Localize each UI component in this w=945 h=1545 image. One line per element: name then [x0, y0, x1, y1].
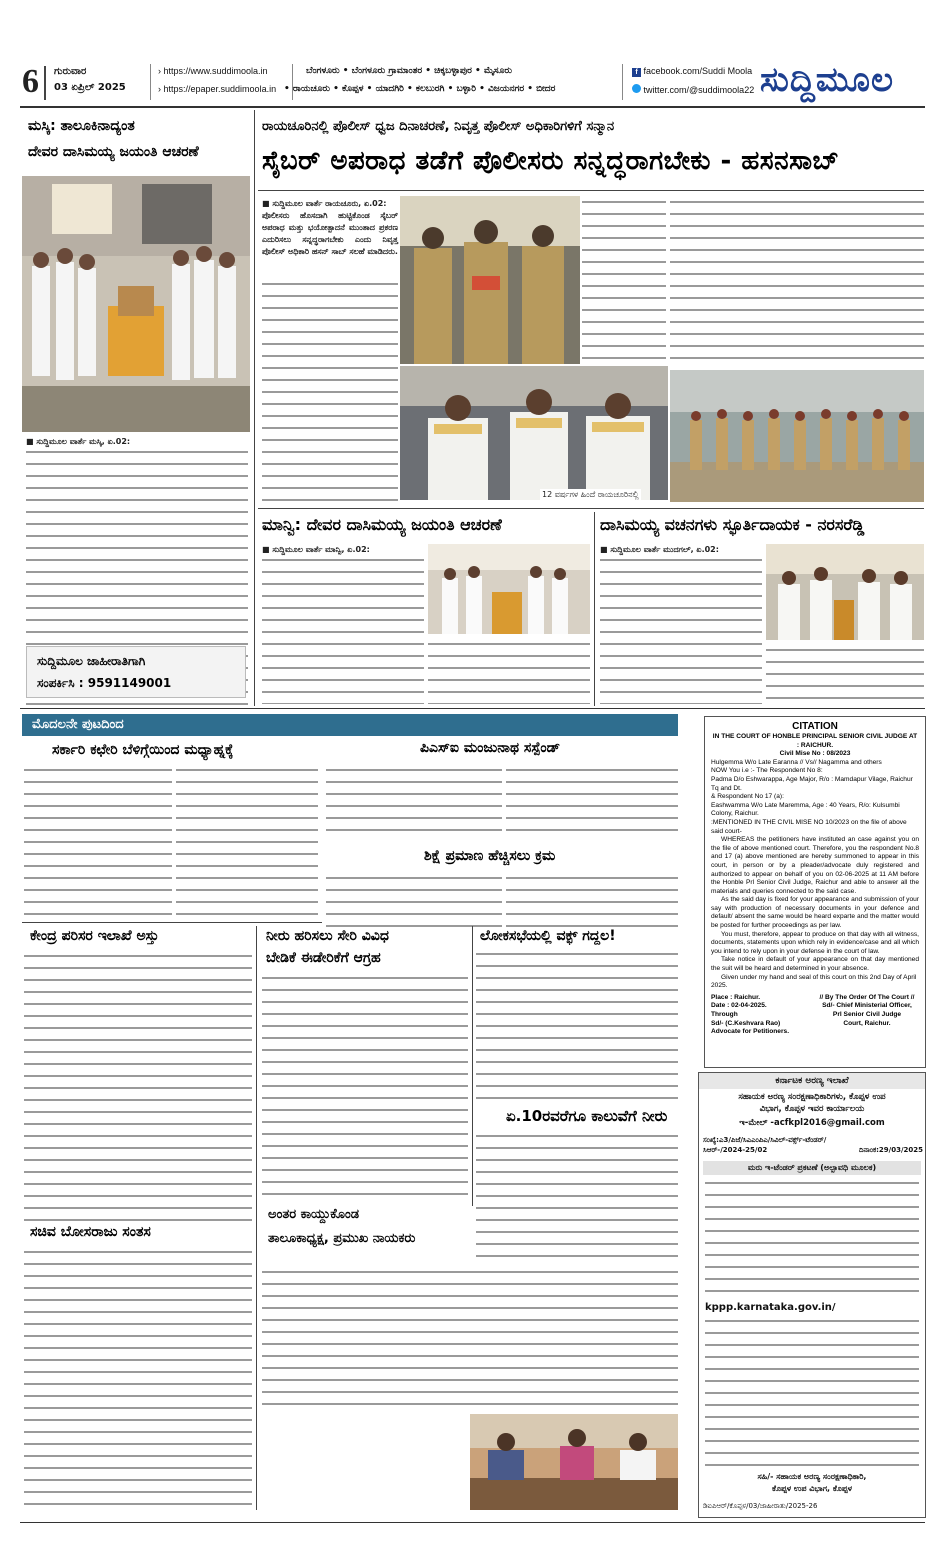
city-link[interactable]: ಬೀದರ — [536, 84, 556, 94]
citation-parties-1: Hulgemma W/o Late Earanna // Vs// Nagamma and others — [711, 758, 882, 766]
newspaper-logo: ಸುದ್ದಿಮೂಲ — [760, 60, 894, 100]
ad-line-1: ಸುದ್ದಿಮೂಲ ಜಾಹೀರಾತಿಗಾಗಿ — [37, 654, 146, 668]
city-link[interactable]: ಮೈಸೂರು — [483, 66, 512, 76]
issue-day: ಗುರುವಾರ — [54, 66, 87, 77]
story-office-timing-col1 — [24, 766, 172, 922]
story-minister-headline: ಸಚಿವ ಬೋಸರಾಜು ಸಂತಸ — [30, 1224, 151, 1240]
page-number: 6 — [22, 63, 39, 100]
epaper-url: https://epaper.suddimoola.in — [163, 84, 277, 94]
ad-contact-box — [26, 646, 246, 698]
citation-place: Place : Raichur. — [711, 993, 761, 1001]
manvi-dateline: ■ ಸುದ್ದಿಮೂಲ ವಾರ್ತೆ ಮಾನ್ವಿ, ಏ.02: — [262, 545, 370, 554]
story-psi-headline: ಪಿಎಸ್ಐ ಮಂಜುನಾಥ ಸಸ್ಪೆಂಡ್ — [420, 740, 561, 756]
continued-banner-label: ಮೊದಲನೇ ಪುಟದಿಂದ — [32, 717, 124, 732]
lead-intro: ಪೊಲೀಸರು ಹೊಸದಾಗಿ ಹುಟ್ಟಿಕೊಂಡ ಸೈಬರ್ ಅಪರಾಧ ಮತ್ತು ಭಯೋತ್ಪಾದನೆ ಮುಂತಾದ ಪ್ರಕರಣ ಎದುರಿಸಲು ಸನ್ನದ್ಧರಾಗಬೇಕು ಎಂದು ನಿವೃತ್ತ ಪೊಲೀಸ್ ಅಧಿಕಾರಿ ಹಸನ್ ಸಾಬ್ ಸಲಹೆ ಮಾಡಿದರು. — [262, 211, 398, 256]
city-link[interactable]: ವಿಜಯನಗರ — [487, 84, 525, 94]
court-citation — [704, 716, 926, 1068]
tender-footer-2: ಕೊಪ್ಪಳ ಉಪ ವಿಭಾಗ, ಕೊಪ್ಪಳ — [772, 1484, 852, 1493]
tender-ref: ಸಂಖ್ಯೆ:ಎ3/ಪಿಜೆ/ಸಿಎಎಂಪಿಎ/ಸಿವಿಲ್-ವರ್ಕ್ಸ್-ಟೆಂಡರ್/ಸಿಆರ್-/2024-25/02 — [703, 1136, 827, 1154]
left-story-title-line2: ದೇವರ ದಾಸಿಮಯ್ಯ ಜಯಂತಿ ಆಚರಣೆ — [28, 144, 199, 160]
story-leaders-box — [262, 1204, 468, 1262]
citation-para-4: Take notice in default of your appearance on that day mentioned the suit will be heard and determined in your absence. — [711, 956, 919, 973]
mudagal-photo — [766, 544, 924, 640]
left-story-dateline: ■ ಸುದ್ದಿಮೂಲ ವಾರ್ತೆ ಮಸ್ಕಿ, ಏ.02: — [26, 437, 131, 446]
lead-body-col1 — [262, 280, 398, 502]
citation-through: Through — [711, 1011, 738, 1018]
cities-row-2: • ರಾಯಚೂರು • ಕೊಪ್ಪಳ • ಯಾದಗಿರಿ • ಕಲಬುರಗಿ • ಬಳ್ಳಾರಿ • ವಿಜಯನಗರ • ಬೀದರ — [284, 84, 556, 94]
citation-para-5: Given under my hand and seal of this court on this 2nd Day of April 2025. — [711, 973, 917, 990]
manvi-body-col1 — [262, 556, 424, 704]
mudagal-body-col1 — [600, 556, 762, 704]
citation-title: CITATION — [792, 721, 838, 732]
city-link[interactable]: ರಾಯಚೂರು — [292, 84, 330, 94]
story-water-headline-1: ನೀರು ಹರಿಸಲು ಸೇರಿ ವಿವಿಧ — [266, 928, 389, 944]
city-link[interactable]: ಕಲಬುರಗಿ — [415, 84, 445, 94]
citation-parties-6: :MENTIONED IN THE CIVIL MISE NO 10/2023 on the file of above said court- — [711, 818, 907, 835]
city-link[interactable]: ಕೊಪ್ಪಳ — [342, 84, 364, 94]
tender-footer-ref: ಡಿಐಪಿಆರ್/ಕೊಪ್ಪಳ/03/ಜಾಹೀರಾತು/2025-26 — [703, 1502, 818, 1510]
citation-advocate-role: Advocate for Petitioners. — [711, 1028, 790, 1036]
facebook-link[interactable] — [632, 66, 752, 77]
citation-para-3: You must, therefore, appear to produce on that day with all witness, documents, statements upon which rely in evidence/case and all which you intend to rely upon in your defense in the court of law. — [711, 930, 919, 955]
cities-row-1: ಬೆಂಗಳೂರು • ಬೆಂಗಳೂರು ಗ್ರಾಮಾಂತರ • ಚಿಕ್ಕಬಳ್ಳಾಪುರ • ಮೈಸೂರು — [306, 66, 512, 76]
story-office-timing-col2 — [176, 766, 318, 922]
citation-para-1: WHEREAS the petitioners have instituted an case against you on the file of above mentioned court. Therefore, you the respondent No.8 and 17 (a) above mentioned are hereby summoned to appear in this court, in person or by a pleader/advocate duly registered and authorized to appear on behalf of you on 02-06-2025 at 11 AM before the Honble Prl Senior Civil Judge, Raichur and able to answer all the materials and queries connected to the said case. — [711, 836, 919, 895]
story-punishment-headline: ಶಿಕ್ಷೆ ಪ್ರಮಾಣ ಹೆಚ್ಚಿಸಲು ಕ್ರಮ — [424, 848, 556, 864]
lead-kicker: ರಾಯಚೂರಿನಲ್ಲಿ ಪೊಲೀಸ್ ಧ್ವಜ ದಿನಾಚರಣೆ, ನಿವೃತ್ತ ಪೊಲೀಸ್ ಅಧಿಕಾರಿಗಳಿಗೆ ಸನ್ಮಾನ — [262, 119, 615, 134]
story-leaders-headline-2: ತಾಲೂಕಾಧ್ಯಕ್ಷ, ಪ್ರಮುಖ ನಾಯಕರು — [268, 1231, 416, 1246]
ad-line-2: ಸಂಪರ್ಕಿಸಿ : 9591149001 — [37, 676, 172, 690]
epaper-link[interactable]: › https://epaper.suddimoola.in — [158, 84, 277, 94]
citation-advocate: Sd/- (C.Keshvara Rao) — [711, 1019, 781, 1027]
story-psi-col1 — [326, 766, 502, 838]
tender-office-2: ವಿಭಾಗ, ಕೊಪ್ಪಳ ಇವರ ಕಾರ್ಯಾಲಯ — [759, 1104, 865, 1114]
left-story — [22, 114, 250, 674]
story-office-timing-headline: ಸರ್ಕಾರಿ ಕಛೇರಿ ಬೆಳಿಗ್ಗೆಯಿಂದ ಮಧ್ಯಾಹ್ನಕ್ಕೆ — [52, 742, 234, 758]
manvi-headline: ಮಾನ್ವಿ: ದೇವರ ದಾಸಿಮಯ್ಯ ಜಯಂತಿ ಆಚರಣೆ — [262, 515, 502, 534]
lead-photo-honor — [400, 366, 668, 500]
citation-order-3: Prl Senior Civil Judge — [832, 1011, 902, 1018]
citation-court: IN THE COURT OF HONBLE PRINCIPAL SENIOR CIVIL JUDGE AT : RAICHUR. — [712, 733, 918, 749]
masthead — [0, 60, 945, 104]
lead-body-col2 — [582, 198, 666, 364]
tender-office-1: ಸಹಾಯಕ ಅರಣ್ಯ ಸಂರಕ್ಷಣಾಧಿಕಾರಿಗಳು, ಕೊಪ್ಪಳ ಉಪ — [738, 1092, 886, 1102]
city-link[interactable]: ಚಿಕ್ಕಬಳ್ಳಾಪುರ — [434, 66, 472, 76]
lead-photo-police — [400, 196, 580, 364]
tender-footer-1: ಸಹಿ/- ಸಹಾಯಕ ಅರಣ್ಯ ಸಂರಕ್ಷಣಾಧಿಕಾರಿ, — [757, 1472, 867, 1481]
citation-parties-2: NOW You i.e :- The Respondent No 8: — [711, 767, 823, 775]
police-officers-photo — [400, 196, 580, 364]
mudagal-body-col2 — [766, 646, 924, 704]
story-canal-body — [476, 1132, 678, 1262]
story-psi-col2 — [506, 766, 678, 838]
story-waqf-headline: ಲೋಕಸಭೆಯಲ್ಲಿ ವಕ್ಫ್ ಗದ್ದಲ! — [480, 928, 616, 944]
story-leaders-headline-1: ಅಂತರ ಕಾಯ್ದುಕೊಂಡ — [268, 1207, 360, 1222]
manvi-photo — [428, 544, 590, 634]
facebook-handle: facebook.com/Suddi Moola — [643, 66, 753, 76]
story-water-headline-2: ಬೇಡಿಕೆ ಈಡೇರಿಕೆಗೆ ಆಗ್ರಹ — [266, 950, 381, 966]
tender-url[interactable]: kppp.karnataka.gov.in/ — [705, 1302, 836, 1313]
meeting-photo — [470, 1414, 678, 1510]
lead-headline: ಸೈಬರ್ ಅಪರಾಧ ತಡೆಗೆ ಪೊಲೀಸರು ಸನ್ನದ್ಧರಾಗಬೇಕು - ಹಸನಸಾಬ್ — [262, 146, 840, 176]
lead-dateline: ■ ಸುದ್ದಿಮೂಲ ವಾರ್ತೆ ರಾಯಚೂರು, ಏ.02: — [262, 199, 387, 208]
tender-email: ಇ-ಮೇಲ್ -acfkpl2016@gmail.com — [739, 1118, 885, 1128]
tender-notice — [698, 1072, 926, 1518]
citation-date: Date : 02-04-2025. — [711, 1002, 767, 1010]
honoring-ceremony-photo — [400, 366, 668, 500]
twitter-handle: twitter.com/@suddimoola22 — [643, 85, 755, 95]
story-env-body — [24, 952, 252, 1222]
lead-photo-caption: 12 ವರ್ಷಗಳ ಹಿಂದೆ ರಾಯಚೂರಿನಲ್ಲಿ — [542, 490, 639, 499]
citation-order-4: Court, Raichur. — [843, 1019, 891, 1027]
tender-body-1 — [705, 1179, 919, 1299]
facebook-icon: f — [632, 68, 641, 77]
lead-photo-parade — [670, 370, 924, 502]
police-parade-photo — [670, 370, 924, 502]
story-punishment-col1 — [326, 874, 502, 930]
website-url: https://www.suddimoola.in — [163, 66, 268, 76]
tender-notice-title: ಮರು ಇ-ಟೆಂಡರ್ ಪ್ರಕಟಣೆ (ಅಲ್ಪಾವಧಿ ಮೂಲಕ) — [703, 1161, 921, 1175]
mudagal-headline: ದಾಸಿಮಯ್ಯ ವಚನಗಳು ಸ್ಫೂರ್ತಿದಾಯಕ - ನರಸರೆಡ್ಡಿ — [600, 515, 865, 534]
mudagal-dateline: ■ ಸುದ್ದಿಮೂಲ ವಾರ್ತೆ ಮುದಗಲ್, ಏ.02: — [600, 545, 719, 554]
city-link[interactable]: ಯಾದಗಿರಿ — [375, 84, 404, 94]
city-link[interactable]: ಬೆಂಗಳೂರು — [306, 66, 340, 76]
lead-body-col3 — [670, 198, 924, 364]
citation-parties-5: Eashwamma W/o Late Maremma, Age : 40 Years, R/o: Kulsumbi Colony, Raichur. — [711, 801, 900, 818]
continued-banner — [22, 714, 678, 736]
tender-body-2 — [705, 1317, 919, 1467]
website-link[interactable]: › https://www.suddimoola.in — [158, 66, 268, 76]
officials-meeting-photo — [470, 1414, 678, 1510]
city-link[interactable]: ಬಳ್ಳಾರಿ — [456, 84, 476, 94]
story-minister-body — [24, 1248, 252, 1508]
twitter-link[interactable] — [632, 84, 754, 95]
left-story-title-line1: ಮಸ್ಕಿ: ತಾಲೂಕಿನಾದ್ಯಂತ — [28, 118, 135, 134]
mudagal-event-photo — [766, 544, 924, 640]
citation-parties-4: & Respondent No 17 (a): — [711, 793, 784, 801]
manvi-event-photo — [428, 544, 590, 634]
manvi-body-col2 — [428, 640, 590, 704]
story-canal-headline: ಏ.10ರವರೆಗೂ ಕಾಲುವೆಗೆ ನೀರು — [506, 1107, 668, 1125]
story-waqf-body — [476, 950, 678, 1106]
citation-order-2: Sd/- Chief Ministerial Officer, — [822, 1002, 912, 1010]
story-leaders-body — [262, 1268, 678, 1408]
story-water-body — [262, 974, 468, 1206]
group-photo — [22, 176, 250, 432]
twitter-icon — [632, 84, 641, 93]
story-env-headline: ಕೇಂದ್ರ ಪರಿಸರ ಇಲಾಖೆ ಅಸ್ತು — [30, 928, 159, 944]
citation-order-1: // By The Order Of The Court // — [819, 993, 915, 1001]
citation-para-2: As the said day is fixed for your appearance and submission of your say with production of necessary documents in your defence and default/ absent the same would be heard exparte and the matter would be posted for further proceedings as per law. — [711, 896, 919, 930]
issue-date: 03 ಏಪ್ರಿಲ್ 2025 — [54, 82, 126, 93]
citation-parties-3: Padma D/o Eshwarappa, Age Major, R/o : Mamdapur Vilage, Raichur Tq and Dt. — [711, 775, 913, 792]
tender-govt: ಕರ್ನಾಟಕ ಅರಣ್ಯ ಇಲಾಖೆ — [699, 1073, 925, 1089]
citation-case: Civil Mise No : 08/2023 — [779, 750, 851, 758]
city-link[interactable]: ಬೆಂಗಳೂರು ಗ್ರಾಮಾಂತರ — [351, 66, 423, 76]
story-punishment-col2 — [506, 874, 678, 930]
tender-ref-date: ದಿನಾಂಕ:29/03/2025 — [858, 1146, 923, 1154]
masthead-photo-maski — [22, 176, 250, 432]
